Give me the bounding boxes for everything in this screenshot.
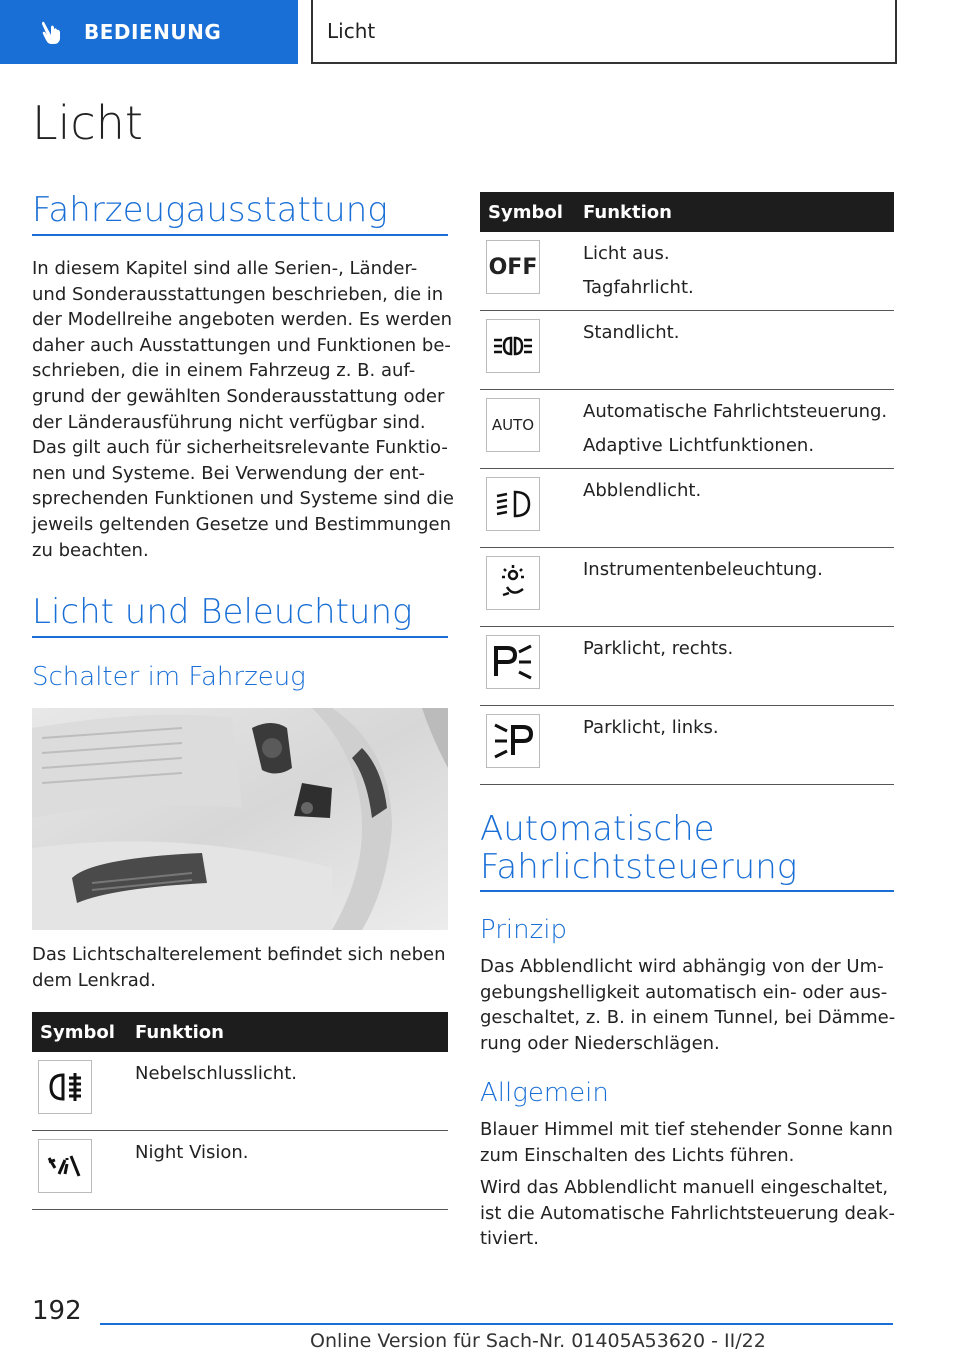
footer-rule (100, 1323, 893, 1325)
subheading-prinzip: Prinzip (480, 915, 567, 945)
column-header-symbol: Symbol (480, 192, 583, 232)
parking-light-icon (486, 319, 540, 373)
table-row (480, 232, 894, 311)
prinzip-paragraph (480, 954, 895, 1056)
function-text: Instrumentenbeleuchtung. (583, 559, 823, 580)
footer-text: Online Version für Sach-Nr. 01405A53620 - II/22 (310, 1330, 766, 1352)
function-text: Licht aus. (583, 243, 670, 264)
table-row (480, 706, 894, 785)
table-row (480, 311, 894, 390)
function-text: Parklicht, rechts. (583, 638, 734, 659)
text-line: der Modellreihe angeboten werden. Es werden (32, 309, 453, 331)
off-icon: OFF (486, 240, 540, 294)
text-line: Das gilt auch für sicherheitsrelevante Funktio- (32, 437, 448, 459)
parking-light-right-icon (486, 635, 540, 689)
function-text: Adaptive Lichtfunktionen. (583, 435, 815, 456)
text-line: Das Lichtschalterelement befindet sich neben (32, 944, 446, 965)
text-line: tiviert. (480, 1228, 539, 1250)
allgemein-paragraph-2 (480, 1175, 895, 1252)
night-vision-icon (38, 1139, 92, 1193)
text-line: nen und Systeme. Bei Verwendung der ent- (32, 462, 426, 484)
table-row (480, 390, 894, 469)
auto-icon: AUTO (486, 398, 540, 452)
text-line: der Länderausführung nicht verfügbar sind. (32, 411, 426, 433)
text-line: In diesem Kapitel sind alle Serien-, Länder- (32, 258, 418, 279)
subheading-schalter: Schalter im Fahrzeug (32, 662, 306, 692)
table-row (480, 548, 894, 627)
column-header-function: Funktion (135, 1012, 448, 1052)
light-switch-photo (32, 708, 448, 930)
text-line: ist die Automatische Fahrlichtsteuerung deak- (480, 1202, 895, 1224)
heading-line: Fahrlichtsteuerung (480, 847, 798, 887)
text-line: Blauer Himmel mit tief stehender Sonne kann (480, 1119, 893, 1140)
text-line: gebungshelligkeit automatisch ein- oder aus- (480, 981, 888, 1003)
column-header-function: Funktion (583, 192, 894, 232)
fahrzeug-paragraph (32, 256, 454, 563)
text-line: zum Einschalten des Lichts führen. (480, 1144, 795, 1166)
text-line: geschaltet, z. B. in einem Tunnel, bei Dämme- (480, 1007, 896, 1029)
text-line: dem Lenkrad. (32, 969, 156, 991)
chapter-tab (311, 0, 897, 64)
text-line: rung oder Niederschlägen. (480, 1032, 720, 1054)
table-row (480, 627, 894, 706)
text-line: daher auch Ausstattungen und Funktionen be- (32, 334, 451, 356)
allgemein-paragraph-1 (480, 1117, 893, 1168)
function-text: Night Vision. (135, 1142, 249, 1163)
column-header-symbol: Symbol (32, 1012, 135, 1052)
page-title: Licht (32, 96, 143, 150)
page-number: 192 (32, 1296, 82, 1326)
function-text: Abblendlicht. (583, 480, 702, 501)
heading-line: Automatische (480, 809, 715, 849)
heading-fahrzeugausstattung: Fahrzeugausstattung (32, 190, 388, 230)
function-text: Standlicht. (583, 322, 680, 343)
section-label: BEDIENUNG (84, 20, 222, 44)
parking-light-left-icon (486, 714, 540, 768)
instrument-lighting-icon (486, 556, 540, 610)
function-text: Nebelschlusslicht. (135, 1063, 297, 1084)
text-line: grund der gewählten Sonderausstattung oder (32, 385, 445, 407)
heading-rule (32, 234, 448, 236)
symbol-table-right (480, 192, 894, 785)
heading-automatische-fahrlichtsteuerung (480, 810, 797, 886)
text-line: und Sonderausstattungen beschrieben, die in (32, 283, 444, 305)
heading-rule (480, 890, 894, 892)
function-text: Automatische Fahrlichtsteuerung. (583, 401, 888, 422)
text-line: sprechenden Funktionen und Systeme sind die (32, 488, 454, 510)
function-text: Tagfahrlicht. (583, 277, 694, 298)
text-line: Wird das Abblendlicht manuell eingeschaltet, (480, 1177, 889, 1198)
photo-caption (32, 942, 446, 993)
text-line: zu beachten. (32, 539, 149, 561)
heading-licht-beleuchtung: Licht und Beleuchtung (32, 592, 413, 632)
text-line: Das Abblendlicht wird abhängig von der Um- (480, 956, 884, 977)
text-line: jeweils geltenden Gesetze und Bestimmungen (32, 513, 452, 535)
symbol-table-left (32, 1012, 448, 1210)
hand-pointer-icon (38, 18, 66, 46)
table-row (32, 1052, 448, 1131)
low-beam-icon (486, 477, 540, 531)
rear-fog-light-icon (38, 1060, 92, 1114)
subheading-allgemein: Allgemein (480, 1078, 609, 1108)
heading-rule (32, 636, 448, 638)
table-row (480, 469, 894, 548)
function-text: Parklicht, links. (583, 717, 719, 738)
chapter-label: Licht (327, 19, 376, 43)
table-row (32, 1131, 448, 1210)
section-tab (0, 0, 298, 64)
text-line: schrieben, die in einem Fahrzeug z. B. auf- (32, 360, 416, 382)
